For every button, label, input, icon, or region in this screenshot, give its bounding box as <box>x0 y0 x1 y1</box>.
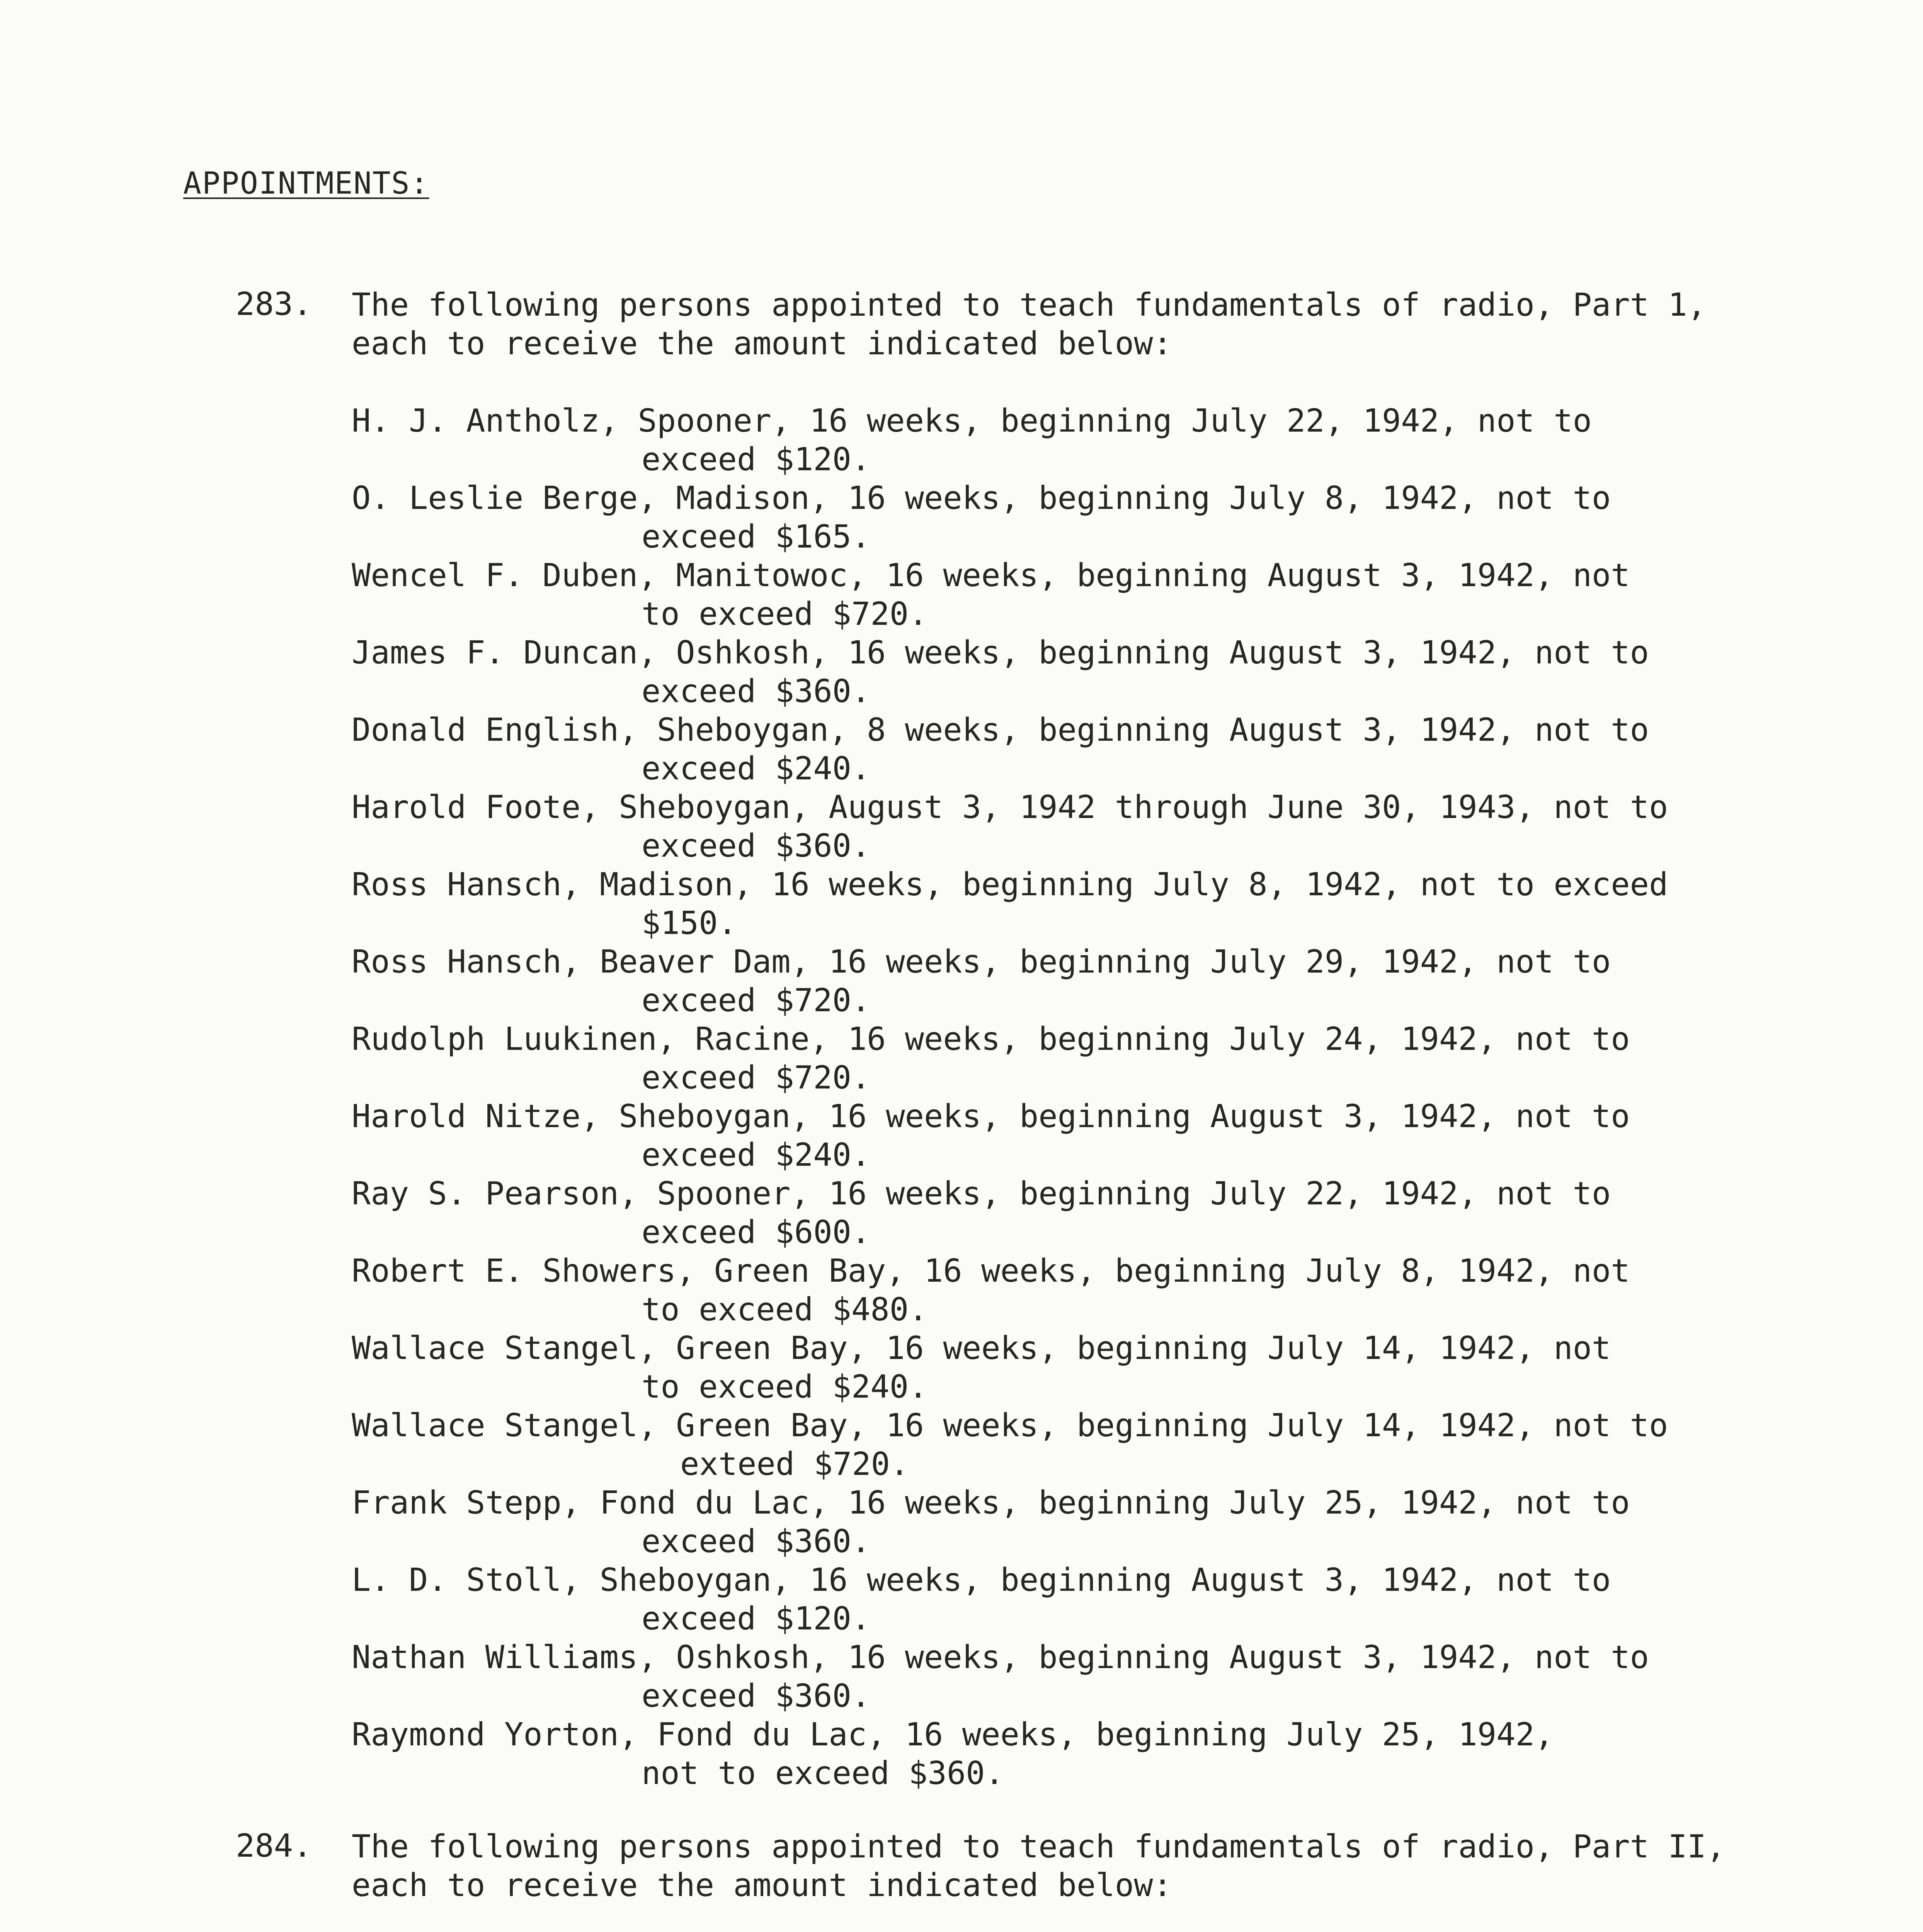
entry-line: exceed $360. <box>642 673 871 710</box>
appointment-entry <box>352 556 1820 634</box>
appointment-list-283 <box>352 402 1820 1793</box>
entry-line: Frank Stepp, Fond du Lac, 16 weeks, beginning July 25, 1942, not to <box>352 1485 1630 1521</box>
intro-line: each to receive the amount indicated below: <box>352 325 1172 362</box>
appointment-entry <box>352 634 1820 711</box>
entry-line: Wencel F. Duben, Manitowoc, 16 weeks, beginning August 3, 1942, not <box>352 557 1630 594</box>
appointment-entry <box>352 711 1820 788</box>
entry-line: to exceed $720. <box>642 596 928 633</box>
appointment-entry <box>352 1561 1820 1638</box>
entry-line: H. J. Antholz, Spooner, 16 weeks, beginning July 22, 1942, not to <box>352 403 1592 439</box>
entry-line: Nathan Williams, Oshkosh, 16 weeks, beginning August 3, 1942, not to <box>352 1639 1649 1676</box>
intro-line: The following persons appointed to teach fundamentals of radio, Part II, <box>352 1828 1726 1865</box>
appointment-entry <box>352 866 1820 943</box>
entry-line: exceed $720. <box>642 982 871 1019</box>
appointment-entry <box>352 788 1820 866</box>
entry-line: Raymond Yorton, Fond du Lac, 16 weeks, beginning July 25, 1942, <box>352 1716 1554 1753</box>
appointment-entry <box>352 1484 1820 1561</box>
appointment-entry <box>352 1097 1820 1175</box>
entry-line: exceed $720. <box>642 1060 871 1096</box>
entry-line: L. D. Stoll, Sheboygan, 16 weeks, beginning August 3, 1942, not to <box>352 1562 1611 1599</box>
appointment-entry <box>352 1252 1820 1329</box>
item-intro <box>352 286 1782 363</box>
entry-line: to exceed $240. <box>642 1369 928 1405</box>
entry-line: Harold Nitze, Sheboygan, 16 weeks, beginning August 3, 1942, not to <box>352 1098 1630 1135</box>
entry-line: Rudolph Luukinen, Racine, 16 weeks, beginning July 24, 1942, not to <box>352 1021 1630 1058</box>
entry-line: exceed $165. <box>642 519 871 555</box>
entry-line: Ross Hansch, Madison, 16 weeks, beginning July 8, 1942, not to exceed <box>352 866 1668 903</box>
entry-line: exceed $360. <box>642 1523 871 1560</box>
entry-line: $150. <box>642 905 737 942</box>
entry-line: not to exceed $360. <box>642 1755 1004 1792</box>
appointment-entry <box>352 1020 1820 1097</box>
entry-line: exteed $720. <box>680 1446 909 1483</box>
entry-line: exceed $360. <box>642 1678 871 1714</box>
appointment-entry <box>352 1716 1820 1793</box>
appointment-entry <box>352 479 1820 556</box>
intro-line: The following persons appointed to teach fundamentals of radio, Part 1, <box>352 287 1707 323</box>
appointment-entry <box>352 1406 1820 1484</box>
item-number: 283. <box>236 286 312 323</box>
appointment-entry <box>352 402 1820 479</box>
entry-line: Wallace Stangel, Green Bay, 16 weeks, beginning July 14, 1942, not <box>352 1330 1611 1367</box>
appointment-entry <box>352 1638 1820 1716</box>
entry-line: exceed $240. <box>642 1137 871 1173</box>
appointment-entry <box>352 943 1820 1020</box>
entry-line: James F. Duncan, Oshkosh, 16 weeks, beginning August 3, 1942, not to <box>352 634 1649 671</box>
entry-line: exceed $360. <box>642 828 871 864</box>
entry-line: exceed $120. <box>642 1600 871 1637</box>
item-intro <box>352 1828 1782 1905</box>
entry-line: Robert E. Showers, Green Bay, 16 weeks, beginning July 8, 1942, not <box>352 1253 1630 1289</box>
entry-line: exceed $600. <box>642 1214 871 1251</box>
entry-line: exceed $240. <box>642 750 871 787</box>
intro-line: each to receive the amount indicated below: <box>352 1867 1172 1904</box>
item-number: 284. <box>236 1828 312 1864</box>
entry-line: Ross Hansch, Beaver Dam, 16 weeks, beginning July 29, 1942, not to <box>352 944 1611 980</box>
appointments-heading: APPOINTMENTS: <box>183 166 429 201</box>
entry-line: O. Leslie Berge, Madison, 16 weeks, beginning July 8, 1942, not to <box>352 480 1611 517</box>
entry-line: to exceed $480. <box>642 1291 928 1328</box>
entry-line: exceed $120. <box>642 441 871 478</box>
entry-line: Donald English, Sheboygan, 8 weeks, beginning August 3, 1942, not to <box>352 712 1649 748</box>
entry-line: Harold Foote, Sheboygan, August 3, 1942 through June 30, 1943, not to <box>352 789 1668 826</box>
entry-line: Wallace Stangel, Green Bay, 16 weeks, beginning July 14, 1942, not to <box>352 1407 1668 1444</box>
appointment-entry <box>352 1329 1820 1406</box>
entry-line: Ray S. Pearson, Spooner, 16 weeks, beginning July 22, 1942, not to <box>352 1175 1611 1212</box>
appointment-entry <box>352 1175 1820 1252</box>
